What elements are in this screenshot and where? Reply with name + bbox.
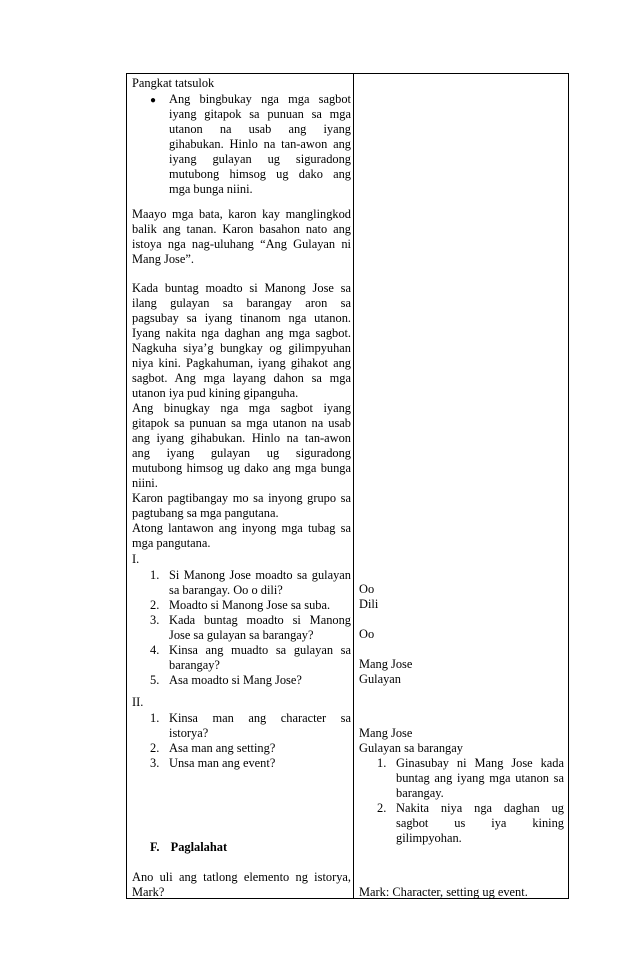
item-number: 1. — [377, 756, 387, 770]
section-two-label: II. — [132, 695, 144, 709]
question-item — [169, 673, 351, 688]
text-line: Kada buntag moadto si Manong Jose sa — [132, 281, 351, 295]
text-line: mutubong himsog ug dako ang — [169, 167, 351, 181]
text-line: ang iyang gulayan ug siguradong — [132, 446, 351, 460]
text-line: Moadto si Manong Jose sa suba. — [169, 598, 331, 612]
answer-5: Gulayan — [359, 672, 401, 686]
answer-setting: Gulayan sa barangay — [359, 741, 463, 755]
text-line: Mark? — [132, 885, 165, 899]
text-line: utanon na usab ang iyang — [169, 122, 351, 136]
group-label: Pangkat tatsulok — [132, 76, 215, 90]
text-line: buntag ang iyang mga utanon sa — [396, 771, 564, 785]
question-item — [169, 568, 351, 598]
text-line: niya kini. Pagkahuman, iyang gihakot ang — [132, 356, 351, 370]
text-line: Ano uli ang tatlong elemento ng istorya, — [132, 870, 351, 884]
question-item — [169, 741, 351, 756]
question-item — [169, 598, 351, 613]
text-line: balik ang tanan. Karon basahon nato ang — [132, 222, 351, 236]
answer-4: Mang Jose — [359, 657, 413, 671]
text-line: gitapok sa punuan sa mga utanon na usab — [132, 416, 351, 430]
text-line: pagsubay sa iyang tinanom nga utanon. — [132, 311, 351, 325]
text-line: Karon pagtibangay mo sa inyong grupo sa — [132, 491, 351, 505]
text-line: Mang Jose”. — [132, 252, 194, 266]
text-line: Unsa man ang event? — [169, 756, 276, 770]
section-one-label: I. — [132, 552, 140, 566]
text-line: ilang gulayan sa barangay aron sa — [132, 296, 351, 310]
section-f-heading — [150, 840, 227, 855]
item-number: 3. — [150, 613, 160, 627]
text-line: Si Manong Jose moadto sa gulayan — [169, 568, 351, 582]
text-line: gihabukan. Hinlo na tan-awon ang — [169, 137, 351, 151]
answer-3: Oo — [359, 627, 375, 641]
item-number: 2. — [150, 741, 160, 755]
text-line: sagbot. Ang mga layang dahon sa mga — [132, 371, 351, 385]
text-line: barangay. — [396, 786, 444, 800]
section-f-label: F. — [150, 840, 160, 854]
item-number: 2. — [377, 801, 387, 815]
text-line: sa barangay. Oo o dili? — [169, 583, 283, 597]
text-line: Asa moadto si Mang Jose? — [169, 673, 302, 687]
text-line: barangay? — [169, 658, 220, 672]
text-line: Atong lantawon ang inyong mga tubag sa — [132, 521, 351, 535]
bullet-icon: ● — [150, 95, 157, 106]
item-number: 3. — [150, 756, 160, 770]
item-number: 5. — [150, 673, 160, 687]
text-line: Maayo mga bata, karon kay manglingkod — [132, 207, 351, 221]
question-item — [169, 613, 351, 643]
question-item — [169, 643, 351, 673]
text-line: Kada buntag moadto si Manong — [169, 613, 351, 627]
answer-character: Mang Jose — [359, 726, 413, 740]
item-number: 1. — [150, 711, 160, 725]
text-line: iyang gulayan ug siguradong — [169, 152, 351, 166]
section-f-title: Paglalahat — [170, 840, 228, 854]
text-line: pagtubang sa mga pangutana. — [132, 506, 279, 520]
text-line: mga pangutana. — [132, 536, 211, 550]
item-number: 2. — [150, 598, 160, 612]
item-number: 1. — [150, 568, 160, 582]
text-line: niini. — [132, 476, 158, 490]
event-item — [396, 801, 564, 846]
text-line: Kinsa ang muadto sa gulayan sa — [169, 643, 351, 657]
text-line: ang iyang gihabukan. Hinlo na tan-awon — [132, 431, 351, 445]
question-item — [169, 711, 351, 741]
story-paragraph — [132, 281, 351, 551]
text-line: Nakita niya nga daghan ug — [396, 801, 564, 815]
question-item — [169, 756, 351, 771]
event-item — [396, 756, 564, 801]
text-line: utanon iya pud kining gipanguha. — [132, 386, 299, 400]
text-line: Jose sa gulayan sa barangay? — [169, 628, 314, 642]
text-line: iyang gitapok sa punuan sa mga — [169, 107, 351, 121]
text-line: istorya? — [169, 726, 209, 740]
closing-question — [132, 870, 351, 900]
column-divider — [353, 74, 354, 898]
text-line: Nagkuha siya’g bungkay og gilimpyuhan — [132, 341, 351, 355]
text-line: Ang binugkay nga mga sagbot iyang — [132, 401, 351, 415]
text-line: Ginasubay ni Mang Jose kada — [396, 756, 564, 770]
text-line: Iyang nakita nga daghan ang mga sagbot. — [132, 326, 351, 340]
answer-2: Dili — [359, 597, 379, 611]
text-line: Asa man ang setting? — [169, 741, 276, 755]
text-line: Kinsa man ang character sa — [169, 711, 351, 725]
text-line: istoya nga nag-uluhang “Ang Gulayan ni — [132, 237, 351, 251]
answer-1: Oo — [359, 582, 375, 596]
item-number: 4. — [150, 643, 160, 657]
text-line: Ang bingbukay nga mga sagbot — [169, 92, 351, 106]
text-line: gilimpyohan. — [396, 831, 462, 845]
text-line: mga bunga niini. — [169, 182, 253, 196]
closing-answer: Mark: Character, setting ug event. — [359, 885, 528, 899]
bullet-paragraph — [169, 92, 351, 197]
intro-paragraph — [132, 207, 351, 267]
lesson-table — [126, 73, 569, 899]
text-line: mutubong himsog ug dako ang mga bunga — [132, 461, 351, 475]
text-line: sagbot us iya kining — [396, 816, 564, 830]
